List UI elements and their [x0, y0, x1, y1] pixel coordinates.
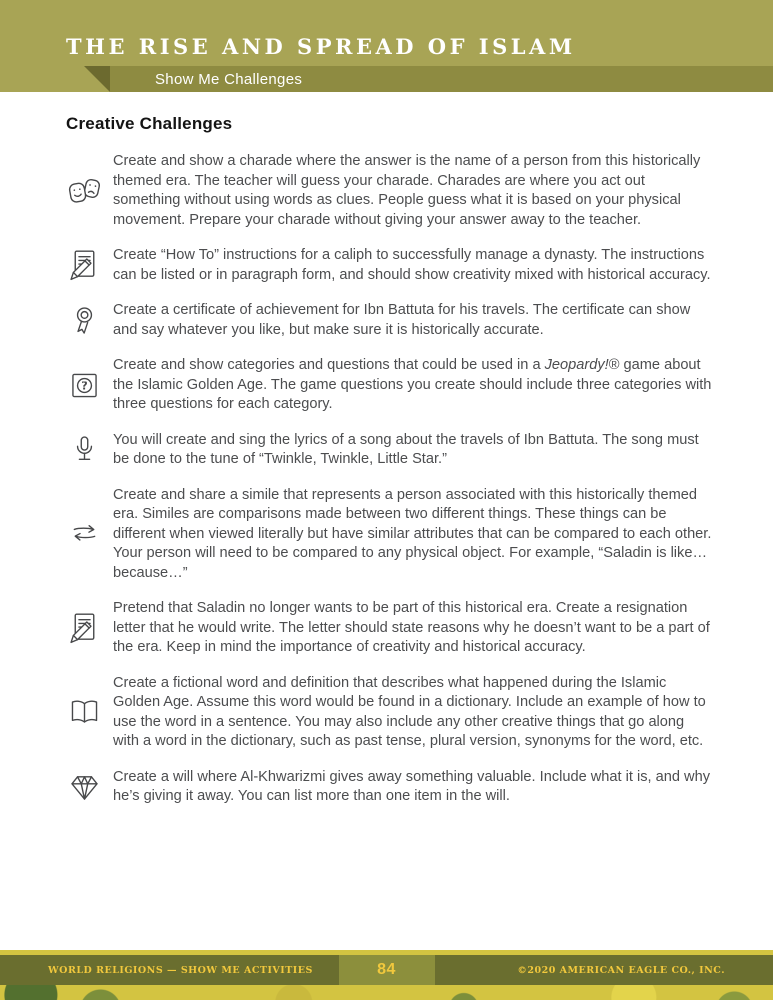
exchange-arrows-icon [66, 516, 113, 553]
challenge-text: Create and share a simile that represents a person associated with this historically themed era. Similes are comparisons made between two different things. These things can be different when viewed literally but have similar attributes that can be compared to each other. Your person will need to be compared to any physical object. For example, “Saladin is like… because…” [113, 486, 712, 581]
footer-right-text: ©2020 AMERICAN EAGLE CO., INC. [517, 964, 725, 976]
challenge-text-italic: Jeopardy! [544, 357, 609, 373]
microphone-icon [66, 432, 113, 469]
award-ribbon-icon [66, 302, 113, 339]
challenge-item [66, 301, 713, 340]
footer-left-text: WORLD RELIGIONS — SHOW ME ACTIVITIES [48, 964, 313, 976]
question-box-icon [66, 367, 113, 404]
challenge-text: Create a will where Al-Khwarizmi gives away something valuable. Include what it is, and why he’s giving it away. You can list more than one item in the will. [113, 768, 710, 804]
challenge-text: Create a certificate of achievement for Ibn Battuta for his travels. The certificate can show and say whatever you like, but make sure it is historically accurate. [113, 302, 691, 338]
challenge-item [66, 674, 713, 752]
challenge-text: Create “How To” instructions for a caliph to successfully manage a dynasty. The instructions can be listed or in paragraph form, and should show creativity mixed with historical accuracy. [113, 247, 711, 283]
diamond-icon [66, 769, 113, 806]
challenge-item [66, 356, 713, 415]
pencil-paper-icon [66, 610, 113, 647]
ribbon-fold [84, 66, 110, 92]
challenge-item [66, 152, 713, 230]
challenge-text: Create and show a charade where the answer is the name of a person from this historically themed era. The teacher will guess your charade. Charades are where you act out something without using words as clues. People guess what it is based on your physical movement. Prepare your charade without giving your answer away to the teacher. [113, 153, 701, 228]
svg-text:?: ? [81, 379, 88, 393]
challenge-text: Create a fictional word and definition that describes what happened during the Islamic Golden Age. Assume this word would be found in a dictionary. Include an example of how to use the word in a sentence. You may also include any other creative things that go along with a word in the dictionary, such as past tense, plural version, synonyms for the word, etc. [113, 674, 706, 749]
challenge-list [66, 152, 713, 807]
page-header [0, 0, 773, 92]
challenge-item [66, 431, 713, 470]
challenge-text: Pretend that Saladin no longer wants to be part of this historical era. Create a resignation letter that he would write. The letter should state reasons why he doesn’t want to be a part of the era. Keep in mind the importance of creativity and historical accuracy. [113, 600, 710, 655]
content-area [0, 92, 773, 807]
challenge-text: You will create and sing the lyrics of a song about the travels of Ibn Battuta. The song must be done to the tune of “Twinkle, Twinkle, Little Star.” [113, 431, 699, 467]
section-heading: Creative Challenges [66, 114, 233, 133]
page-footer [0, 950, 773, 1000]
theater-masks-icon [66, 173, 113, 210]
page-number-tab [339, 955, 435, 985]
open-book-icon [66, 694, 113, 731]
page-number: 84 [377, 961, 396, 978]
challenge-item [66, 768, 713, 807]
pencil-paper-icon [66, 247, 113, 284]
page-subtitle: Show Me Challenges [155, 70, 303, 88]
challenge-text [113, 356, 713, 415]
challenge-item [66, 486, 713, 584]
challenge-item [66, 246, 713, 285]
challenge-text-part: Create and show categories and questions that could be used in a [113, 357, 545, 373]
challenge-text-part: ® game about the Islamic Golden Age. The game questions you create should include three categories with three questions for each category. [113, 357, 712, 412]
page-title: THE RISE AND SPREAD OF ISLAM [66, 34, 576, 59]
challenge-item [66, 599, 713, 658]
